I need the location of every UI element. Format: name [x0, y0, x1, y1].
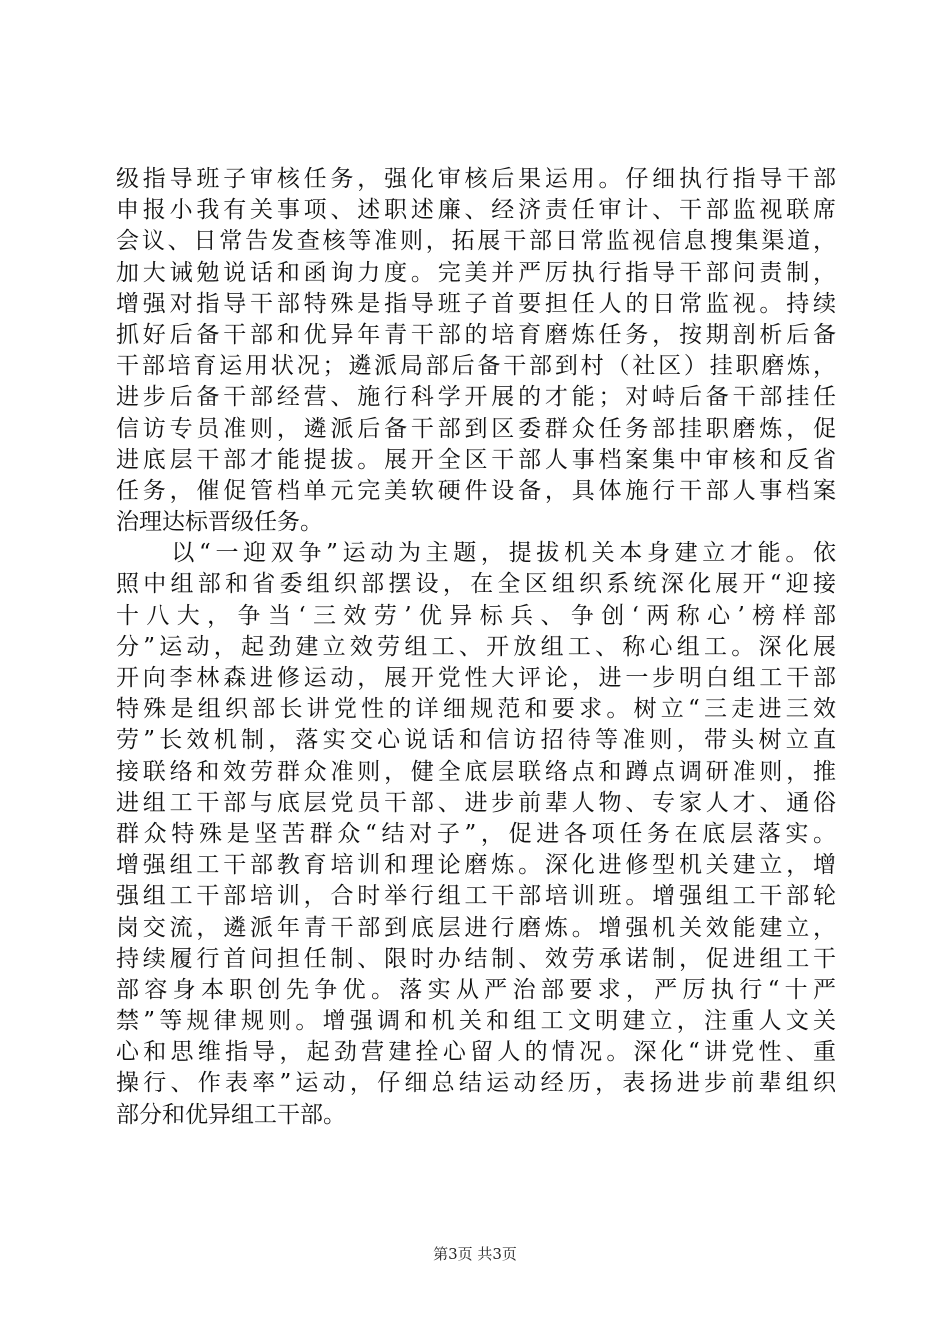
text-line: 心和思维指导，起劲营建拴心留人的情况。深化“讲党性、重 [116, 1039, 836, 1066]
text-line: 分”运动，起劲建立效劳组工、开放组工、称心组工。深化展 [116, 633, 836, 660]
text-line: 特殊是组织部长讲党性的详细规范和要求。树立“三走进三效 [116, 696, 836, 723]
text-line: 禁”等规律规则。增强调和机关和组工文明建立，注重人文关 [116, 1008, 836, 1035]
text-line: 十八大，争当‘三效劳’优异标兵、争创‘两称心’榜样部 [116, 602, 836, 629]
text-line: 部分和优异组工干部。 [116, 1101, 346, 1128]
text-line: 信访专员准则，遴派后备干部到区委群众任务部挂职磨炼，促 [116, 415, 836, 442]
text-line: 进步后备干部经营、施行科学开展的才能；对峙后备干部挂任 [116, 384, 836, 411]
text-line: 进组工干部与底层党员干部、进步前辈人物、专家人才、通俗 [116, 789, 836, 816]
text-line: 增强组工干部教育培训和理论磨炼。深化进修型机关建立，增 [116, 852, 836, 879]
text-line: 级指导班子审核任务，强化审核后果运用。仔细执行指导干部 [116, 166, 836, 192]
text-line: 岗交流，遴派年青干部到底层进行磨炼。增强机关效能建立， [116, 914, 836, 941]
text-line: 群众特殊是坚苦群众“结对子”，促进各项任务在底层落实。 [116, 820, 836, 847]
text-line: 持续履行首问担任制、限时办结制、效劳承诺制，促进组工干 [116, 945, 836, 972]
paragraph [116, 164, 836, 538]
text-line: 开向李林森进修运动，展开党性大评论，进一步明白组工干部 [116, 665, 836, 691]
text-line: 加大诫勉说话和函询力度。完美并严厉执行指导干部问责制， [116, 259, 836, 286]
text-line: 干部培育运用状况；遴派局部后备干部到村（社区）挂职磨炼， [116, 353, 836, 380]
text-line: 抓好后备干部和优异年青干部的培育磨炼任务，按期剖析后备 [116, 321, 836, 348]
text-line: 操行、作表率”运动，仔细总结运动经历，表扬进步前辈组织 [116, 1070, 836, 1097]
text-line: 以“一迎双争”运动为主题，提拔机关本身建立才能。依 [116, 540, 836, 567]
text-line: 部容身本职创先争优。落实从严治部要求，严厉执行“十严 [116, 976, 836, 1003]
text-line: 增强对指导干部特殊是指导班子首要担任人的日常监视。持续 [116, 290, 836, 317]
text-line: 接联络和效劳群众准则，健全底层联络点和蹲点调研准则，推 [116, 758, 836, 785]
page-footer: 第3页 共3页 [433, 1245, 517, 1263]
document-body [116, 164, 836, 1131]
text-line: 会议、日常告发查核等准则，拓展干部日常监视信息搜集渠道， [116, 228, 836, 255]
text-line: 治理达标晋级任务。 [116, 509, 323, 536]
text-line: 任务，催促管档单元完美软硬件设备，具体施行干部人事档案 [116, 477, 836, 504]
text-line: 进底层干部才能提拔。展开全区干部人事档案集中审核和反省 [116, 446, 836, 473]
paragraph [116, 538, 836, 1131]
text-line: 申报小我有关事项、述职述廉、经济责任审计、干部监视联席 [116, 197, 836, 224]
text-line: 强组工干部培训，合时举行组工干部培训班。增强组工干部轮 [116, 883, 836, 910]
text-line: 劳”长效机制，落实交心说话和信访招待等准则，带头树立直 [116, 727, 836, 754]
text-line: 照中组部和省委组织部摆设，在全区组织系统深化展开“迎接 [116, 571, 836, 598]
